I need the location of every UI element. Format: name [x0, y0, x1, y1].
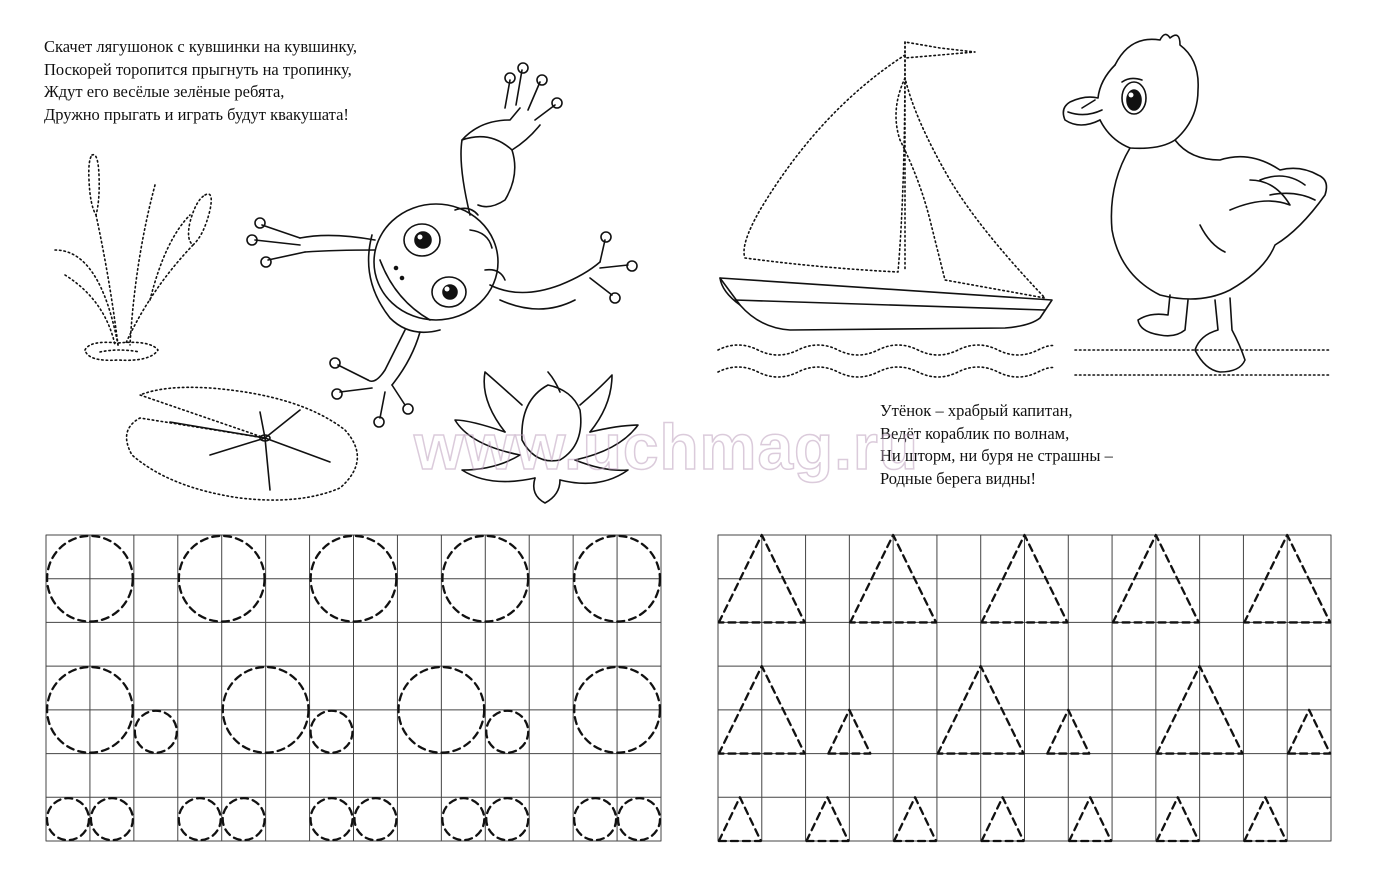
circles-tracing-grid [46, 535, 661, 841]
frog-poem [44, 36, 357, 126]
dashed-circle-small [574, 798, 616, 840]
reeds-illustration [55, 155, 211, 361]
dashed-circle-small [618, 798, 660, 840]
dashed-triangle [1157, 797, 1199, 841]
dashed-triangle [719, 797, 761, 841]
dashed-triangle [1244, 797, 1286, 841]
dashed-circle-small [486, 798, 528, 840]
duckling-illustration [1063, 34, 1326, 372]
sailboat-illustration [720, 42, 1052, 330]
poem-line: Скачет лягушонок с кувшинки на кувшинку, [44, 37, 357, 56]
dashed-circle-small [311, 711, 353, 753]
dashed-circle-small [135, 711, 177, 753]
dashed-circle-small [311, 798, 353, 840]
poem-line: Ждут его весёлые зелёные ребята, [44, 82, 285, 101]
dashed-circle-small [179, 798, 221, 840]
dashed-triangle [806, 797, 848, 841]
dashed-circle-small [354, 798, 396, 840]
poem-line: Ведёт кораблик по волнам, [880, 423, 1070, 443]
dashed-circle-small [486, 711, 528, 753]
poem-line: Поскорей торопится прыгнуть на тропинку, [44, 59, 352, 79]
triangles-tracing-grid [718, 535, 1331, 841]
lily-pad-illustration [127, 387, 358, 500]
poem-line: Ни шторм, ни буря не страшны – [880, 446, 1113, 465]
dashed-circle-small [223, 798, 265, 840]
dashed-circle-small [91, 798, 133, 840]
dashed-triangle [1288, 710, 1330, 754]
poem-line: Утёнок – храбрый капитан, [880, 401, 1073, 420]
poem-line: Дружно прыгать и играть будут квакушата! [44, 104, 349, 124]
waves-illustration [718, 345, 1330, 377]
dashed-circle-small [442, 798, 484, 840]
dashed-triangle [982, 797, 1024, 841]
dashed-triangle [894, 797, 936, 841]
dashed-circle-small [47, 798, 89, 840]
dashed-triangle [1069, 797, 1111, 841]
watermark: www.uchmag.ru [414, 411, 919, 483]
poem-line: Родные берега видны! [880, 468, 1037, 488]
